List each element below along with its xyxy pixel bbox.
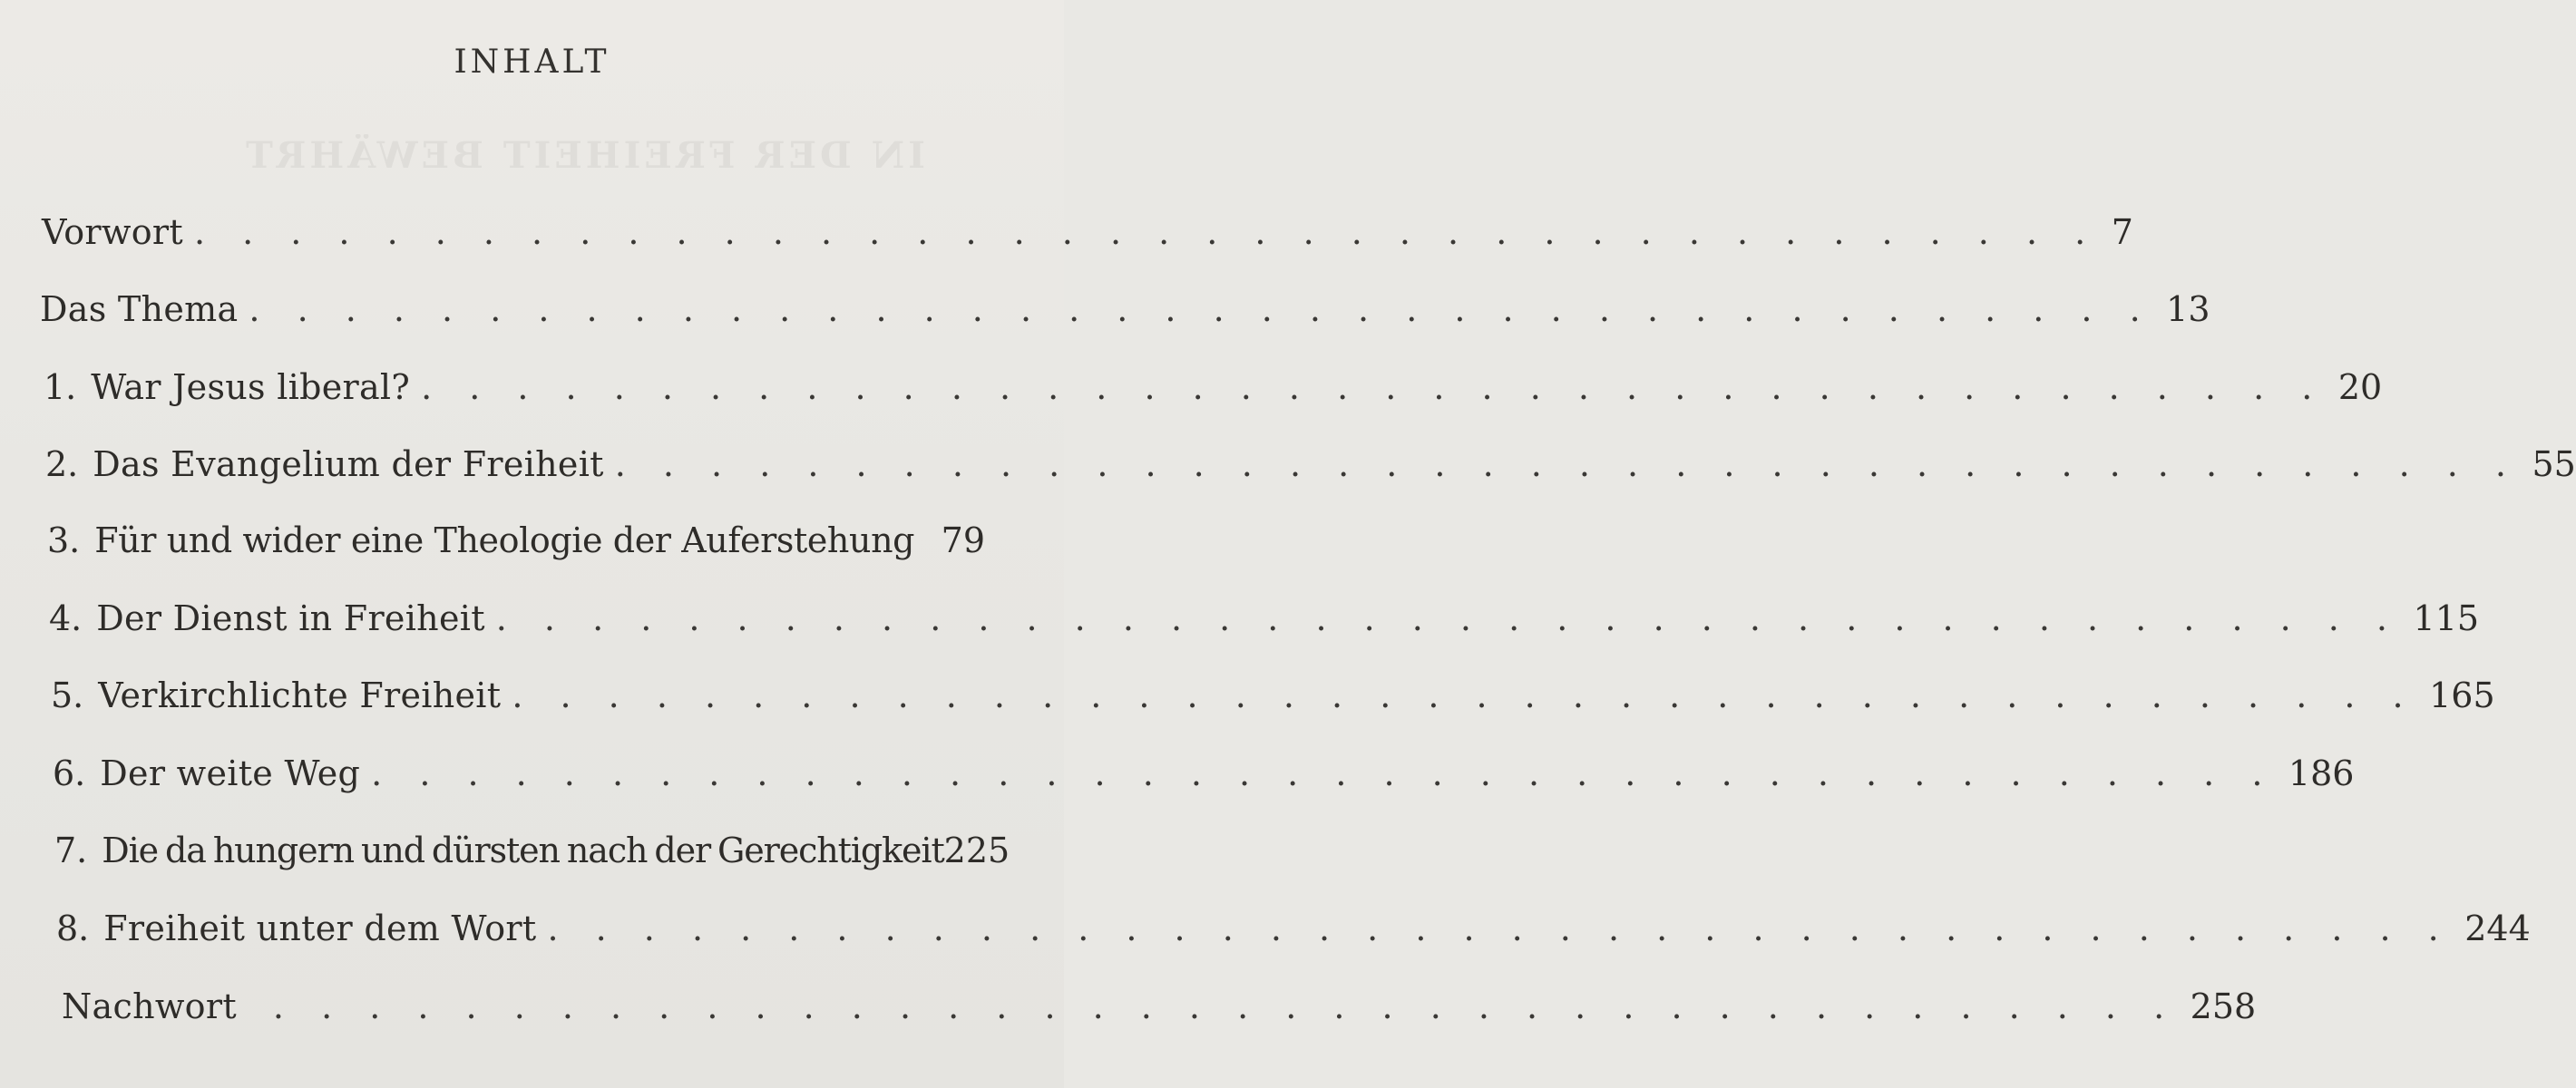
toc-entry-label: Die da hungern und dürsten nach der Gerechtigkeit <box>102 831 944 870</box>
toc-page-number: 244 <box>2464 908 2531 948</box>
toc-page-number: 7 <box>2111 212 2133 252</box>
toc-page-number: 20 <box>2337 367 2383 407</box>
toc-entry-chapter-6 <box>53 753 2355 794</box>
toc-entry-nachwort <box>62 986 2257 1027</box>
toc-entry-chapter-3 <box>47 520 985 561</box>
toc-page-number: 115 <box>2413 598 2480 638</box>
toc-chapter-number: 6. <box>53 753 86 793</box>
toc-entry-label: War Jesus liberal? <box>91 367 411 407</box>
toc-leader-dots: . . . . . . . . . . . . . . . . . . . . . . . . . . . . . . . . . . . . . . . . <box>272 986 2178 1026</box>
toc-entry-label: Nachwort <box>62 986 237 1026</box>
toc-entry-chapter-5 <box>51 675 2495 716</box>
toc-leader-dots: . . . . . . . . . . . . . . . . . . . . . . . . . . . . . . . . . . . . . . . . <box>249 289 2154 329</box>
toc-heading: INHALT <box>454 44 610 81</box>
toc-entry-chapter-1 <box>44 366 2383 408</box>
toc-chapter-number: 2. <box>45 444 79 484</box>
toc-entry-chapter-8 <box>56 908 2531 949</box>
toc-page-number: 225 <box>943 831 1010 870</box>
toc-entry-label: Vorwort <box>42 212 183 252</box>
toc-entry-label: Für und wider eine Theologie der Auferstehung <box>94 520 915 560</box>
toc-chapter-number: 4. <box>49 598 83 638</box>
toc-page-number: 258 <box>2190 986 2257 1026</box>
toc-entry-chapter-7 <box>54 830 1010 871</box>
toc-leader-dots: . . . . . . . . . . . . . . . . . . . . . . . . . . . . . . . . . . . . . . . . <box>614 444 2520 484</box>
toc-leader-dots: . . . . . . . . . . . . . . . . . . . . . . . . . . . . . . . . . . . . . . . . <box>193 212 2099 252</box>
toc-page-number: 186 <box>2288 753 2355 793</box>
toc-chapter-number: 8. <box>56 908 90 948</box>
toc-entry-label: Der weite Weg <box>100 753 361 793</box>
toc-chapter-number: 1. <box>44 367 77 407</box>
toc-leader-dots: . . . . . . . . . . . . . . . . . . . . . . . . . . . . . . . . . . . . . . . . <box>371 753 2276 793</box>
toc-page-number: 13 <box>2166 289 2210 329</box>
toc-page-number: 55 <box>2532 444 2576 484</box>
toc-page-number: 79 <box>941 520 985 560</box>
toc-chapter-number: 3. <box>47 520 81 560</box>
toc-entry-chapter-2 <box>45 443 2576 485</box>
toc-entry-das-thema <box>40 288 2210 330</box>
toc-entry-label: Der Dienst in Freiheit <box>96 598 485 638</box>
toc-entry-label: Freiheit unter dem Wort <box>103 908 537 948</box>
toc-entry-vorwort <box>42 211 2133 253</box>
toc-chapter-number: 5. <box>51 675 84 715</box>
toc-chapter-number: 7. <box>54 831 88 870</box>
toc-entry-chapter-4 <box>49 597 2480 639</box>
toc-entry-label: Das Evangelium der Freiheit <box>93 444 604 484</box>
toc-leader-dots: . . . . . . . . . . . . . . . . . . . . . . . . . . . . . . . . . . . . . . . . <box>495 598 2401 638</box>
toc-entry-label: Verkirchlichte Freiheit <box>98 675 502 715</box>
toc-entry-label: Das Thema <box>40 289 239 329</box>
toc-leader-dots: . . . . . . . . . . . . . . . . . . . . . . . . . . . . . . . . . . . . . . . . <box>512 675 2417 715</box>
toc-leader-dots: . . . . . . . . . . . . . . . . . . . . . . . . . . . . . . . . . . . . . . . . <box>421 367 2326 407</box>
bleed-through-text: IN DER FREIHEIT BEWÄHRT <box>242 134 925 177</box>
toc-leader-dots: . . . . . . . . . . . . . . . . . . . . . . . . . . . . . . . . . . . . . . . . <box>547 908 2453 948</box>
toc-page-number: 165 <box>2429 675 2495 715</box>
